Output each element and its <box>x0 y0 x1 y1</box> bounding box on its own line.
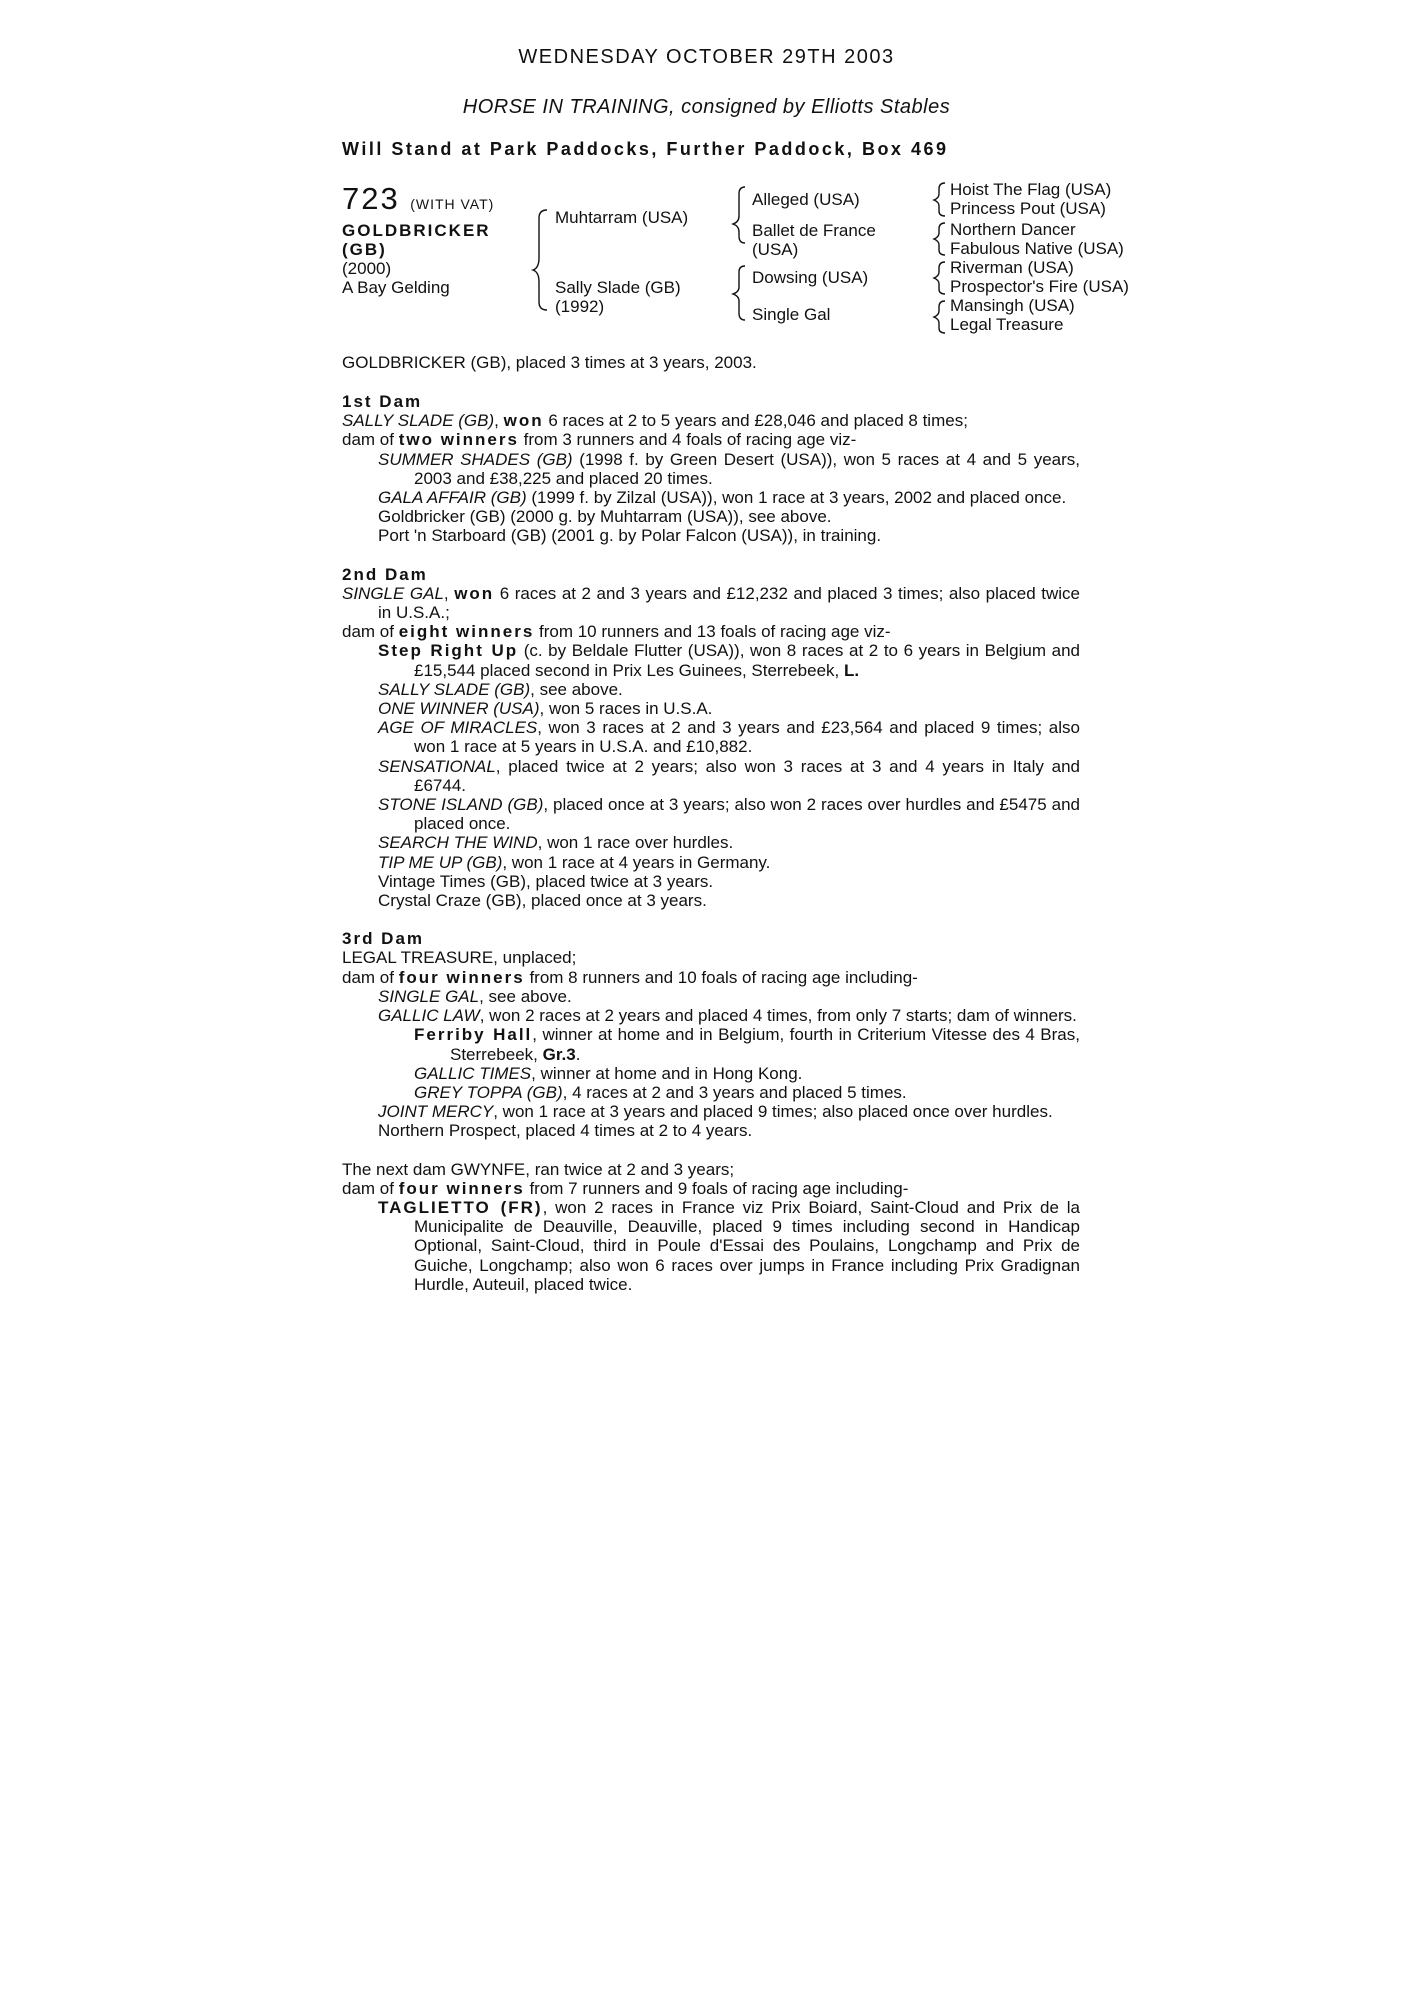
first-dam-name: SALLY SLADE (GB) <box>342 411 495 431</box>
first-dam-produce-rest: from 3 runners and 4 foals of racing age viz- <box>518 430 857 450</box>
entry-record: (1998 f. by Green Desert (USA)), won 5 races at 4 and 5 years, 2003 and £38,225 and placed 20 times. <box>414 449 1080 488</box>
first-dam-produce <box>342 430 1080 449</box>
ggs-brace-1 <box>934 183 945 216</box>
entry-record: , placed twice at 2 years; also won 3 races at 3 and 4 years in Italy and £6744. <box>414 756 1080 795</box>
second-dam-title: 2nd Dam <box>342 564 428 584</box>
next-dam-winners: four winners <box>398 1178 525 1198</box>
entry-end: . <box>575 1044 581 1064</box>
pedigree-notes <box>342 392 1080 1294</box>
horse-summary: GOLDBRICKER (GB), placed 3 times at 3 years, 2003. <box>342 353 757 372</box>
entry-record: , see above. <box>479 986 572 1006</box>
race-grade-tag: Gr.3 <box>542 1044 576 1064</box>
second-dam-entry-2 <box>342 680 1080 699</box>
entry-name: STONE ISLAND (GB) <box>378 795 544 815</box>
first-dam-entry-3: Goldbricker (GB) (2000 g. by Muhtarram (USA)), see above. <box>378 507 832 527</box>
lot-number: 723 <box>342 181 400 216</box>
third-dam-produce-rest: from 8 runners and 10 foals of racing age including- <box>524 967 918 987</box>
second-dam-won: won <box>454 583 495 603</box>
entry-name: GALLIC TIMES <box>414 1063 532 1083</box>
entry-record: , won 5 races in U.S.A. <box>539 699 713 719</box>
entry-name: ONE WINNER (USA) <box>378 699 540 719</box>
entry-name: JOINT MERCY <box>378 1102 494 1122</box>
second-dam-record: 6 races at 2 and 3 years and £12,232 and placed 3 times; also placed twice in U.S.A.; <box>378 583 1080 623</box>
great-grandparent-2: Princess Pout (USA) <box>950 199 1106 218</box>
granddam-2: Single Gal <box>752 305 831 324</box>
entry-record: , won 1 race at 3 years and placed 9 times; also placed once over hurdles. <box>493 1102 1053 1122</box>
second-dam-winners: eight winners <box>398 622 535 642</box>
entry-record: , winner at home and in Belgium, fourth in Criterium Vitesse des 4 Bras, Sterrebeek, <box>450 1025 1080 1064</box>
ggs-brace-3 <box>934 262 945 294</box>
dam-year: (1992) <box>555 297 605 316</box>
grandsire-2: Dowsing (USA) <box>752 268 869 287</box>
race-grade-tag: L. <box>844 660 860 680</box>
consignment-subtitle: HORSE IN TRAINING, consigned by Elliotts Stables <box>462 96 951 118</box>
entry-name: TAGLIETTO (FR) <box>378 1197 543 1217</box>
entry-record: , won 2 races at 2 years and placed 4 times, from only 7 starts; dam of winners. <box>479 1006 1077 1026</box>
pedigree-main-brace <box>533 210 547 310</box>
ggs-brace-2 <box>934 223 945 255</box>
entry-record: , placed once at 3 years; also won 2 races over hurdles and £5475 and placed once. <box>414 795 1080 834</box>
sire-name: Muhtarram (USA) <box>555 208 689 227</box>
horse-name: GOLDBRICKER <box>342 221 491 240</box>
entry-record: , see above. <box>530 679 623 699</box>
entry-name: GALA AFFAIR (GB) <box>378 488 527 508</box>
entry-name: AGE OF MIRACLES <box>378 718 538 738</box>
second-dam-entry-5 <box>342 757 1080 795</box>
second-dam-entry-3 <box>342 699 1080 718</box>
granddam-1: Ballet de France <box>752 221 876 240</box>
second-dam-name: SINGLE GAL <box>342 583 444 603</box>
third-dam-entry-2 <box>342 1006 1080 1025</box>
entry-record: , won 1 race at 4 years in Germany. <box>502 852 771 872</box>
dam-of-label: dam of <box>342 622 399 642</box>
dam-of-label: dam of <box>342 1178 399 1198</box>
dam-of-label: dam of <box>342 430 399 450</box>
granddam-1-country: (USA) <box>752 240 799 259</box>
entry-name: SINGLE GAL <box>378 986 480 1006</box>
dam-name: Sally Slade (GB) <box>555 278 681 297</box>
great-grandparent-4: Fabulous Native (USA) <box>950 239 1124 258</box>
third-dam-sub-entry-2 <box>342 1064 1080 1083</box>
great-grandparent-7: Mansingh (USA) <box>950 296 1075 315</box>
entry-name: Ferriby Hall <box>414 1025 533 1045</box>
great-grandparent-8: Legal Treasure <box>950 315 1064 334</box>
entry-name: TIP ME UP (GB) <box>378 852 503 872</box>
first-dam-intro: SALLY SLADE (GB), won 6 races at 2 to 5 years and £28,046 and placed 8 times; <box>342 411 968 431</box>
grandsire-1: Alleged (USA) <box>752 190 860 209</box>
pedigree-brackets <box>0 0 1413 360</box>
foaling-year: (2000) <box>342 259 392 278</box>
entry-record: , won 2 races in France viz Prix Boiard, Saint-Cloud and Prix de la Municipalite de Deauville, Deauville, placed 9 times including second in Handicap Optional, Saint-Cloud, third in Poule d'Essai des Poulains, Longchamp and Prix de Guiche, Longchamp; also won 6 races over jumps in France including Prix Gradignan Hurdle, Auteuil, placed twice. <box>414 1197 1080 1294</box>
entry-name: SENSATIONAL <box>378 756 496 776</box>
stand-location: Will Stand at Park Paddocks, Further Paddock, Box 469 <box>342 139 949 159</box>
entry-record: , winner at home and in Hong Kong. <box>531 1063 803 1083</box>
entry-name: SALLY SLADE (GB) <box>378 679 531 699</box>
vat-note: (WITH VAT) <box>410 196 495 212</box>
entry-name: SUMMER SHADES (GB) <box>378 449 573 469</box>
first-dam-won: won <box>503 411 544 431</box>
entry-record: (c. by Beldale Flutter (USA)), won 8 races at 2 to 6 years in Belgium and £15,544 placed second in Prix Les Guinees, Sterrebeek, <box>414 641 1080 680</box>
second-dam-entry-6 <box>342 795 1080 833</box>
second-dam-entry-7 <box>342 833 1080 852</box>
third-dam-entry-4: Northern Prospect, placed 4 times at 2 to 4 years. <box>378 1121 753 1141</box>
entry-name: GREY TOPPA (GB) <box>414 1082 563 1102</box>
entry-name: Step Right Up <box>378 641 519 661</box>
third-dam-intro: LEGAL TREASURE, unplaced; <box>342 948 577 968</box>
dam-of-label: dam of <box>342 967 399 987</box>
dam-brace <box>733 266 745 320</box>
second-dam-intro: SINGLE GAL, won 6 races at 2 and 3 years and £12,232 and placed 3 times; also placed twice in U.S.A.; <box>342 583 1080 623</box>
entry-record: , won 1 race over hurdles. <box>537 833 734 853</box>
horse-description: A Bay Gelding <box>342 278 450 297</box>
second-dam-entry-10: Crystal Craze (GB), placed once at 3 years. <box>378 891 707 911</box>
next-dam-produce <box>342 1179 1080 1198</box>
third-dam-sub-entry-3 <box>342 1083 1080 1102</box>
second-dam-entry-4 <box>342 718 1080 756</box>
sire-brace <box>733 187 745 243</box>
ggs-brace-4 <box>934 301 945 333</box>
third-dam-winners: four winners <box>398 967 525 987</box>
third-dam-sub-entry-1 <box>342 1025 1080 1063</box>
second-dam-produce <box>342 622 1080 641</box>
first-dam-record: 6 races at 2 to 5 years and £28,046 and placed 8 times; <box>543 411 968 431</box>
next-dam-produce-rest: from 7 runners and 9 foals of racing age including- <box>524 1178 909 1198</box>
third-dam-entry-3 <box>342 1102 1080 1121</box>
third-dam-produce <box>342 968 1080 987</box>
entry-record: , won 3 races at 2 and 3 years and £23,564 and placed 9 times; also won 1 race at 5 years in U.S.A. and £10,882. <box>414 718 1080 757</box>
great-grandparent-3: Northern Dancer <box>950 220 1076 239</box>
second-dam-produce-rest: from 10 runners and 13 foals of racing age viz- <box>534 622 891 642</box>
entry-record: (1999 f. by Zilzal (USA)), won 1 race at 3 years, 2002 and placed once. <box>526 488 1067 508</box>
entry-record: , 4 races at 2 and 3 years and placed 5 times. <box>562 1082 907 1102</box>
great-grandparent-5: Riverman (USA) <box>950 258 1074 277</box>
entry-name: SEARCH THE WIND <box>378 833 538 853</box>
next-dam-intro: The next dam GWYNFE, ran twice at 2 and 3 years; <box>342 1159 735 1179</box>
next-dam-entry-1 <box>342 1198 1080 1294</box>
sale-date: WEDNESDAY OCTOBER 29TH 2003 <box>518 46 895 68</box>
first-dam-entry-4: Port 'n Starboard (GB) (2001 g. by Polar Falcon (USA)), in training. <box>378 526 882 546</box>
horse-country: (GB) <box>342 240 387 259</box>
third-dam-title: 3rd Dam <box>342 929 425 949</box>
first-dam-entry-1 <box>342 450 1080 488</box>
first-dam-entry-2 <box>342 488 1080 507</box>
great-grandparent-6: Prospector's Fire (USA) <box>950 277 1129 296</box>
second-dam-entry-9: Vintage Times (GB), placed twice at 3 years. <box>378 871 714 891</box>
entry-name: GALLIC LAW <box>378 1006 480 1026</box>
third-dam-entry-1 <box>342 987 1080 1006</box>
second-dam-entry-8 <box>342 853 1080 872</box>
great-grandparent-1: Hoist The Flag (USA) <box>950 180 1112 199</box>
second-dam-entry-1 <box>342 641 1080 679</box>
first-dam-title: 1st Dam <box>342 392 423 411</box>
first-dam-winners: two winners <box>398 430 519 450</box>
